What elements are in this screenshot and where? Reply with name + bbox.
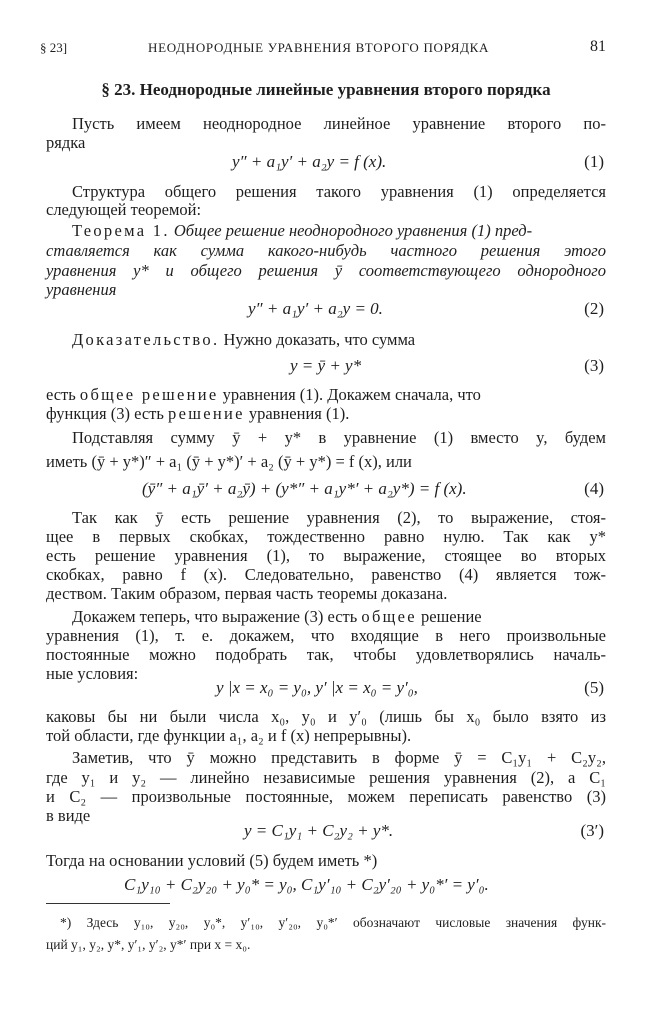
theorem-label: Теорема 1. (72, 221, 170, 240)
text-line: уравнения (1), т. е. докажем, что входящие в него произвольные (46, 626, 606, 645)
theorem-text: уравнения (46, 280, 117, 299)
text-line: той области, где функции a₁, a₂ и f (x) непрерывны). (46, 726, 412, 745)
proof-line (72, 330, 415, 350)
emphasis-solution: решение (168, 404, 245, 423)
equation-number: (5) (584, 678, 604, 697)
theorem-text: ставляется как сумма какого-нибудь частного решения этого (46, 241, 606, 260)
equation-1: y″ + a₁y′ + a₂y = f (x). (232, 152, 387, 171)
footnote-line: *) Здесь y₁₀, y₂₀, y₀*, y′₁₀, y′₂₀, y₀*′ обозначают числовые значения функ- (60, 915, 606, 930)
text-line: иметь (ȳ + y*)″ + a₁ (ȳ + y*)′ + a₂ (ȳ + y*) = f (x), или (46, 452, 412, 471)
header-running-title: НЕОДНОРОДНЫЕ УРАВНЕНИЯ ВТОРОГО ПОРЯДКА (148, 40, 490, 55)
text-line: Заметив, что ȳ можно представить в форме ȳ = C₁y₁ + C₂y₂, (72, 748, 606, 767)
text-line: Докажем теперь, что выражение (3) есть общее решение (72, 607, 482, 626)
header-section-mark: § 23] (40, 40, 68, 55)
emphasis-general: общее (361, 607, 417, 626)
section-heading: § 23. Неоднородные линейные уравнения второго порядка (101, 80, 551, 99)
text-line: деством. Таким образом, первая часть теоремы доказана. (46, 584, 448, 603)
text-line: и C₂ — произвольные постоянные, можем переписать равенство (3) (46, 787, 606, 806)
footnote-line: ций y₁, y₂, y*, y′₁, y′₂, y*′ при x = x₀. (46, 937, 251, 952)
text-line: рядка (46, 133, 86, 152)
text-line: Тогда на основании условий (5) будем иметь *) (46, 851, 378, 870)
text-line: Подставляя сумму ȳ + y* в уравнение (1) вместо y, будем (72, 428, 606, 447)
text-line: Пусть имеем неоднородное линейное уравнение второго по- (72, 114, 606, 133)
text-line: скобках, равно f (x). Следовательно, равенство (4) является тож- (46, 565, 606, 584)
text-line: в виде (46, 806, 91, 825)
text-line: где y₁ и y₂ — линейно независимые решения уравнения (2), а C₁ (46, 768, 606, 787)
proof-label: Доказательство. (72, 330, 220, 349)
text-line: щее в первых скобках, тождественно равно нулю. Так как y* (46, 527, 606, 546)
equation-number: (1) (584, 152, 604, 171)
text-line: каковы бы ни были числа x₀, y₀ и y′₀ (лишь бы x₀ было взято из (46, 707, 606, 726)
equation-conditions: C₁y₁₀ + C₂y₂₀ + y₀* = y₀, C₁y′₁₀ + C₂y′₂₀ + y₀*′ = y′₀. (124, 875, 489, 894)
theorem-text: уравнения y* и общего решения ȳ соответствующего однородного (46, 261, 606, 280)
emphasis-general-solution: общее решение (79, 385, 219, 404)
text-line: Структура общего решения такого уравнения (1) определяется (72, 182, 606, 201)
text-line: ные условия: (46, 664, 139, 683)
text-line: Так как ȳ есть решение уравнения (2), то выражение, стоя- (72, 508, 606, 527)
equation-3-prime: y = C₁y₁ + C₂y₂ + y*. (244, 821, 394, 840)
text-line: есть решение уравнения (1), то выражение, стоящее во вторых (46, 546, 606, 565)
equation-number: (2) (584, 299, 604, 318)
theorem-text: Общее решение неоднородного уравнения (1) пред- (173, 221, 533, 240)
footnote-rule (46, 903, 170, 904)
proof-text: Нужно доказать, что сумма (223, 330, 416, 349)
equation-3: y = ȳ + y* (290, 356, 362, 375)
equation-5: y |x = x₀ = y₀, y′ |x = x₀ = y′₀, (216, 678, 418, 697)
text-line: функция (3) есть решение уравнения (1). (46, 404, 350, 423)
equation-2: y″ + a₁y′ + a₂y = 0. (248, 299, 383, 318)
theorem-line (72, 221, 532, 241)
equation-4: (ȳ″ + a₁ȳ′ + a₂ȳ) + (y*″ + a₁y*′ + a₂y*) = f (x). (142, 479, 467, 498)
text-line: постоянные можно подобрать так, чтобы удовлетворялись началь- (46, 645, 606, 664)
equation-number: (4) (584, 479, 604, 498)
text-line: есть общее решение уравнения (1). Докажем сначала, что (46, 385, 481, 404)
running-header (40, 40, 606, 58)
equation-number: (3) (584, 356, 604, 375)
text-line: следующей теоремой: (46, 200, 202, 219)
equation-number: (3′) (580, 821, 604, 840)
page-number: 81 (590, 38, 606, 55)
